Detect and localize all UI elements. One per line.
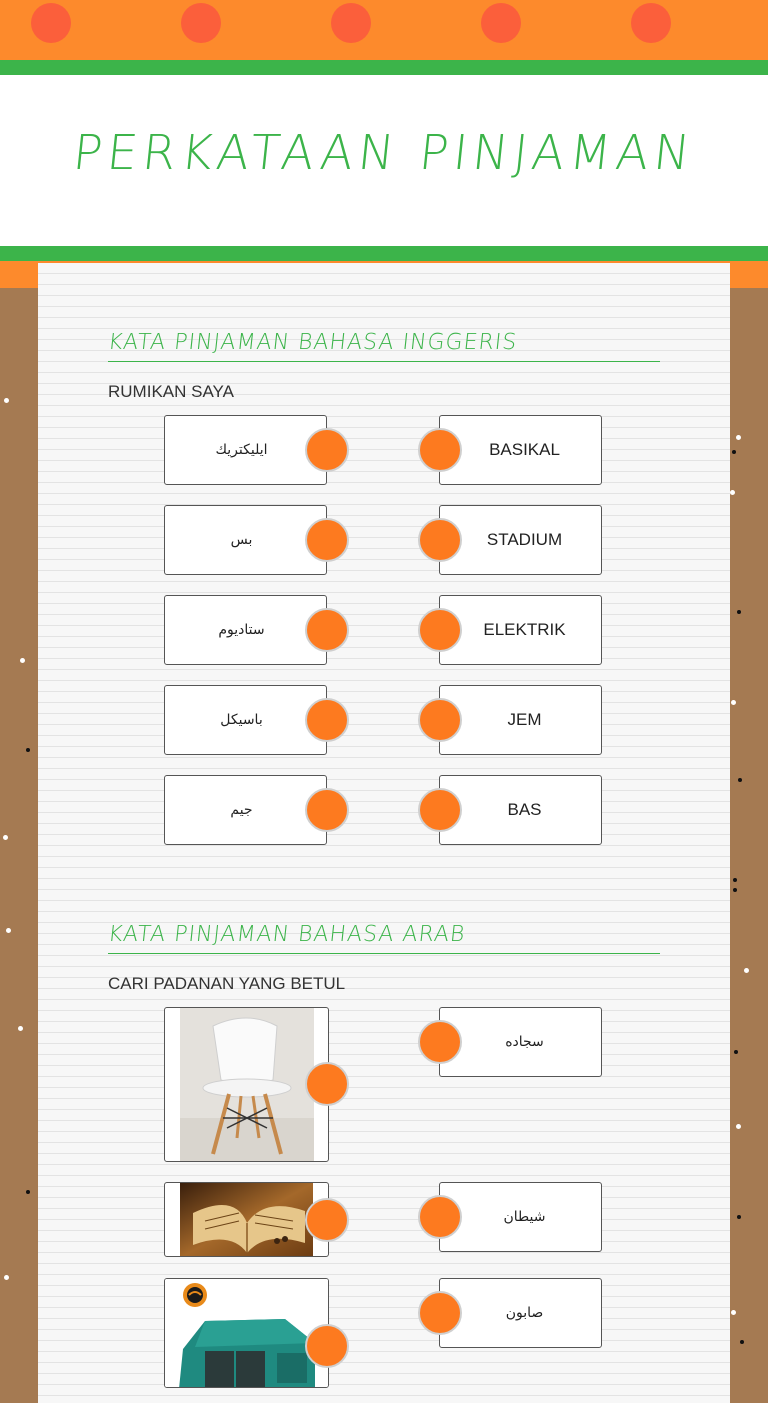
cork-dot — [731, 700, 736, 705]
title-panel — [0, 75, 768, 246]
cork-dot — [730, 490, 735, 495]
connector-knob[interactable] — [418, 1195, 462, 1239]
match-card-right[interactable]: JEM — [439, 685, 602, 755]
connector-knob[interactable] — [305, 698, 349, 742]
match-card-right[interactable]: سجاده — [439, 1007, 602, 1077]
connector-knob[interactable] — [305, 1324, 349, 1368]
cork-dot — [18, 1026, 23, 1031]
cork-dot — [744, 968, 749, 973]
cork-dot — [731, 1310, 736, 1315]
section-heading-arabic: KATA PINJAMAN BAHASA ARAB — [108, 922, 660, 954]
connector-knob[interactable] — [305, 788, 349, 832]
connector-knob[interactable] — [418, 698, 462, 742]
cork-dot — [732, 450, 736, 454]
connector-knob[interactable] — [305, 608, 349, 652]
cork-dot — [737, 1215, 741, 1219]
match-card-left[interactable]: ستاديوم — [164, 595, 327, 665]
cork-dot — [737, 610, 741, 614]
instruction-text: CARI PADANAN YANG BETUL — [108, 974, 346, 993]
connector-knob[interactable] — [418, 1291, 462, 1335]
match-card-right[interactable]: شيطان — [439, 1182, 602, 1252]
cork-dot — [733, 878, 737, 882]
cork-dot — [3, 835, 8, 840]
connector-knob[interactable] — [418, 788, 462, 832]
decorative-dot — [481, 3, 521, 43]
connector-knob[interactable] — [418, 608, 462, 652]
decorative-dot — [331, 3, 371, 43]
cork-dot — [26, 748, 30, 752]
page-title: PERKATAAN PINJAMAN — [70, 125, 698, 181]
decorative-dot — [631, 3, 671, 43]
decorative-dot — [31, 3, 71, 43]
instruction-text: RUMIKAN SAYA — [108, 382, 234, 401]
section-heading-english: KATA PINJAMAN BAHASA INGGERIS — [108, 330, 660, 362]
connector-knob[interactable] — [305, 428, 349, 472]
match-card-right[interactable]: BAS — [439, 775, 602, 845]
match-card-left[interactable]: ايليكتريك — [164, 415, 327, 485]
match-card-right[interactable]: صابون — [439, 1278, 602, 1348]
connector-knob[interactable] — [418, 428, 462, 472]
cork-dot — [738, 778, 742, 782]
cork-dot — [740, 1340, 744, 1344]
tent-image — [165, 1279, 329, 1388]
connector-knob[interactable] — [418, 1020, 462, 1064]
header-divider — [0, 60, 768, 75]
match-card-left[interactable]: بس — [164, 505, 327, 575]
cork-dot — [4, 1275, 9, 1280]
worksheet-paper — [38, 263, 730, 1403]
cork-dot — [733, 888, 737, 892]
decorative-dot — [181, 3, 221, 43]
cork-dot — [20, 658, 25, 663]
cork-dot — [26, 1190, 30, 1194]
match-card-right[interactable]: BASIKAL — [439, 415, 602, 485]
connector-knob[interactable] — [418, 518, 462, 562]
cork-dot — [4, 398, 9, 403]
connector-knob[interactable] — [305, 1062, 349, 1106]
header-banner — [0, 0, 768, 60]
match-card-left[interactable]: جيم — [164, 775, 327, 845]
cork-dot — [736, 1124, 741, 1129]
connector-knob[interactable] — [305, 518, 349, 562]
match-card-right[interactable]: STADIUM — [439, 505, 602, 575]
connector-knob[interactable] — [305, 1198, 349, 1242]
cork-dot — [734, 1050, 738, 1054]
cork-dot — [6, 928, 11, 933]
match-card-left[interactable]: باسيكل — [164, 685, 327, 755]
match-card-image[interactable] — [164, 1278, 329, 1388]
match-card-right[interactable]: ELEKTRIK — [439, 595, 602, 665]
cork-dot — [736, 435, 741, 440]
title-divider — [0, 246, 768, 261]
